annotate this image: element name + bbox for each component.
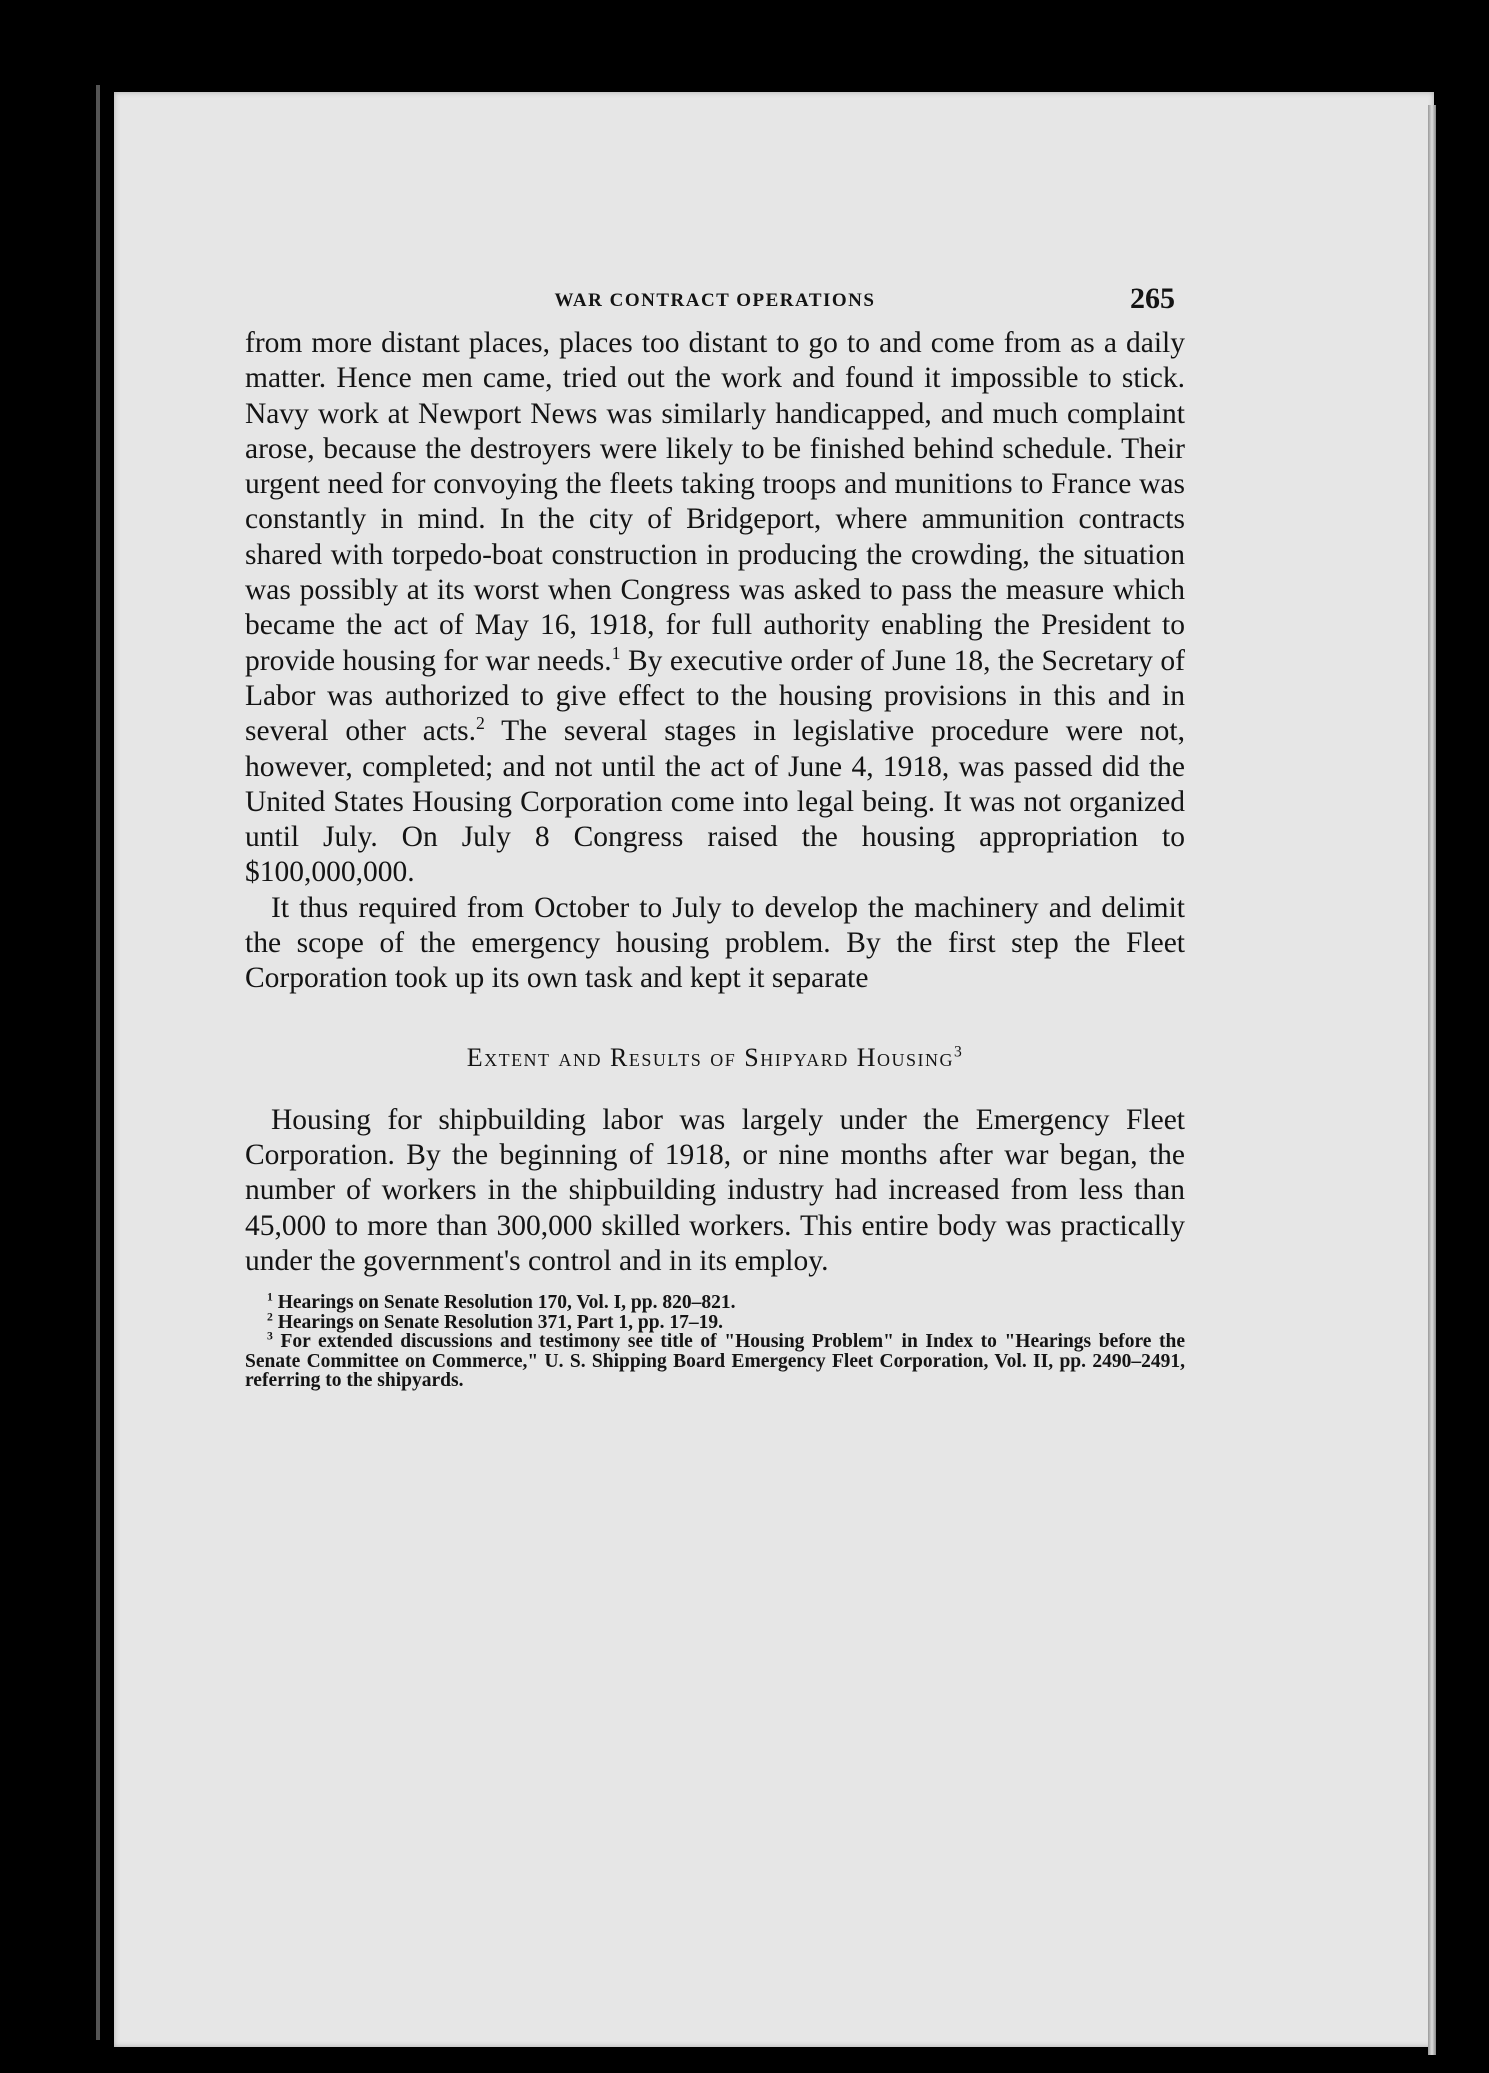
footnote-marker: 1: [267, 1290, 273, 1304]
paragraph-1-text-b: By executive order of June 18, the Secretary of Labor was authorized to give effect to the housing provisions in this and in several other acts.: [245, 644, 1185, 748]
paragraph-1: [245, 326, 1185, 891]
footnote-ref-2: 2: [476, 713, 485, 734]
page-content: [245, 280, 1185, 1391]
section-heading: [245, 1043, 1185, 1073]
page-number: 265: [1130, 282, 1175, 315]
paragraph-1-text-c: The several stages in legislative procedure were not, however, completed; and not until the act of June 4, 1918, was passed did the United States Housing Corporation come into legal being. It was not organized until July. On July 8 Congress raised the housing appropriation to $100,000,000.: [245, 715, 1185, 889]
footnotes: [245, 1290, 1185, 1392]
footnote-text: Hearings on Senate Resolution 371, Part 1, pp. 17–19.: [277, 1311, 723, 1333]
footnote-marker: 2: [267, 1310, 273, 1324]
section-heading-text: Extent and Results of Shipyard Housing: [466, 1042, 955, 1072]
footnote-marker: 3: [267, 1329, 273, 1343]
footnote-3: [245, 1329, 1185, 1392]
paragraph-3: Housing for shipbuilding labor was largely under the Emergency Fleet Corporation. By the beginning of 1918, or nine months after war began, the number of workers in the shipbuilding industry had increased from less than 45,000 to more than 300,000 skilled workers. This entire body was practically under the government's control and in its employ.: [245, 1103, 1185, 1277]
footnote-ref-3: 3: [954, 1042, 964, 1060]
footnote-text: Hearings on Senate Resolution 170, Vol. I, pp. 820–821.: [277, 1292, 736, 1314]
page-stack-edge: [1428, 105, 1436, 2055]
footnote-ref-1: 1: [611, 642, 621, 663]
footnote-2: [245, 1310, 1185, 1333]
paragraph-2: It thus required from October to July to develop the machinery and delimit the scope of the emergency housing problem. By the first step the Fleet Corporation took up its own task and kept it separate: [245, 891, 1185, 995]
footnote-text: For extended discussions and testimony see title of "Housing Problem" in Index to "Hearings before the Senate Committee on Commerce," U. S. Shipping Board Emergency Fleet Corporation, Vol. II, pp. 2490–2491, referring to the shipyards.: [245, 1331, 1185, 1392]
running-head: [245, 280, 1185, 326]
paragraph-1-text-a: from more distant places, places too distant to go to and come from as a daily matter. Hence men came, tried out the work and found it impossible to stick. Navy work at Newport News was similarly handicapped, and much complaint arose, because the destroyers were likely to be finished behind schedule. Their urgent need for convoying the fleets taking troops and munitions to France was constantly in mind. In the city of Bridgeport, where ammunition contracts shared with torpedo-boat construction in producing the crowding, the situation was possibly at its worst when Congress was asked to pass the measure which became the act of May 16, 1918, for full authority enabling the President to provide housing for war needs.: [245, 327, 1185, 677]
running-title: WAR CONTRACT OPERATIONS: [554, 290, 876, 311]
book-gutter-edge: [96, 85, 100, 2040]
footnote-1: [245, 1290, 1185, 1314]
